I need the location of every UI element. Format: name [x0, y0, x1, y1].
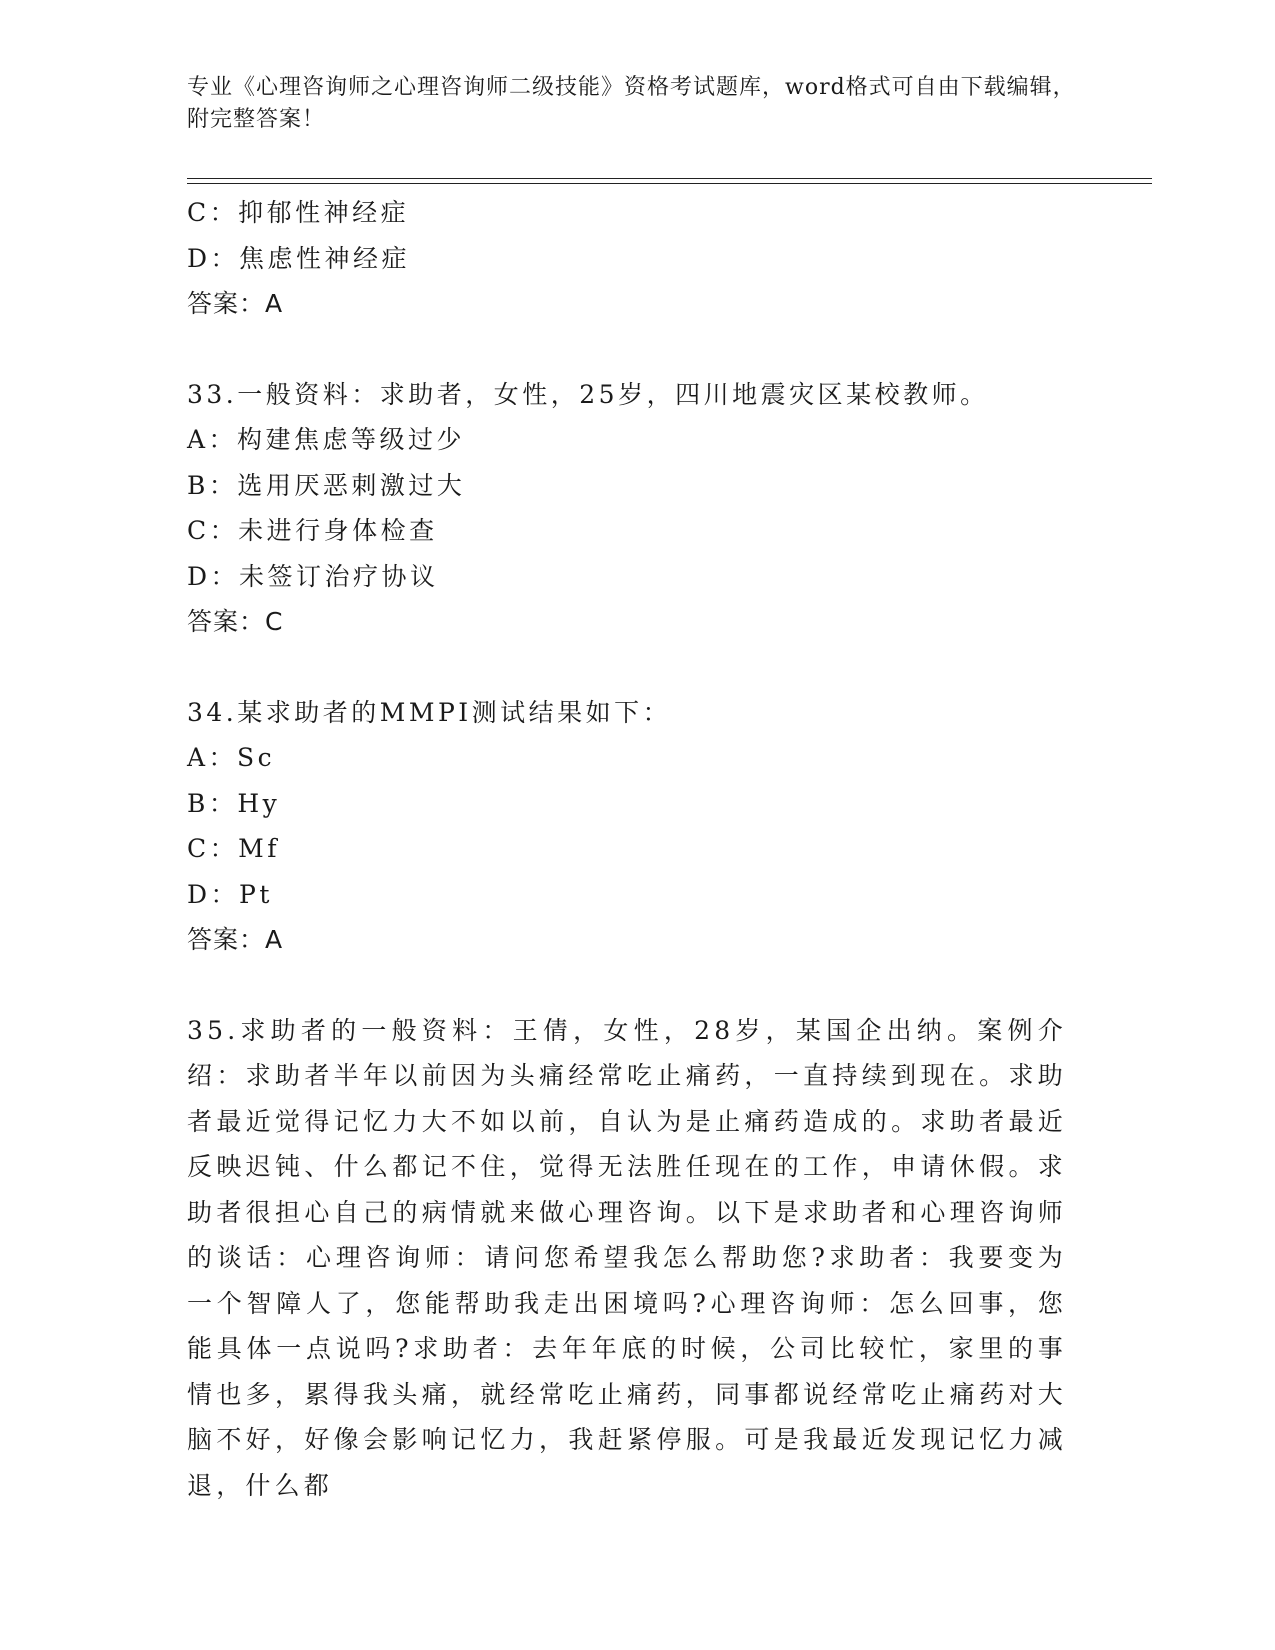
option-d: D：Pt: [187, 879, 273, 909]
spacer: [187, 645, 1067, 690]
option-c: C：未进行身体检查: [187, 516, 438, 545]
spacer: [187, 963, 1067, 1008]
option-c: C：抑郁性神经症: [187, 198, 410, 227]
document-header: 专业《心理咨询师之心理咨询师二级技能》资格考试题库，word格式可自由下载编辑，附完整答案！: [187, 75, 1076, 132]
option-d: D：焦虑性神经症: [187, 243, 411, 273]
question-stem-35: 35.求助者的一般资料：王倩，女性，28岁，某国企出纳。案例介绍：求助者半年以前因为头痛经常吃止痛药，一直持续到现在。求助者最近觉得记忆力大不如以前，自认为是止痛药造成的。求助者最近反映迟钝、什么都记不住，觉得无法胜任现在的工作，申请休假。求助者很担心自己的病情就来做心理咨询。以下是求助者和心理咨询师的谈话：心理咨询师：请问您希望我怎么帮助您?求助者：我要变为一个智障人了，您能帮助我走出困境吗?心理咨询师：怎么回事，您能具体一点说吗?求助者：去年年底的时候，公司比较忙，家里的事情也多，累得我头痛，就经常吃止痛药，同事都说经常吃止痛药对大脑不好，好像会影响记忆力，我赶紧停服。可是我最近发现记忆力减退，什么都: [187, 1015, 1067, 1500]
answer-line: 答案：A: [187, 289, 284, 318]
header-divider-bottom: [187, 183, 1152, 184]
question-stem-33: 33.一般资料：求助者，女性，25岁，四川地震灾区某校教师。: [187, 379, 989, 409]
header-divider-top: [187, 178, 1152, 179]
option-a: A：Sc: [187, 743, 276, 772]
option-c: C：Mf: [187, 834, 280, 863]
question-stem-34: 34.某求助者的MMPI测试结果如下：: [187, 697, 672, 727]
answer-line: 答案：A: [187, 925, 284, 954]
answer-line: 答案：C: [187, 607, 284, 636]
option-b: B：Hy: [187, 788, 281, 818]
spacer: [187, 327, 1067, 372]
option-b: B：选用厌恶刺激过大: [187, 470, 466, 500]
question-content: [187, 190, 1067, 1508]
option-d: D：未签订治疗协议: [187, 561, 439, 591]
option-a: A：构建焦虑等级过少: [187, 425, 466, 454]
